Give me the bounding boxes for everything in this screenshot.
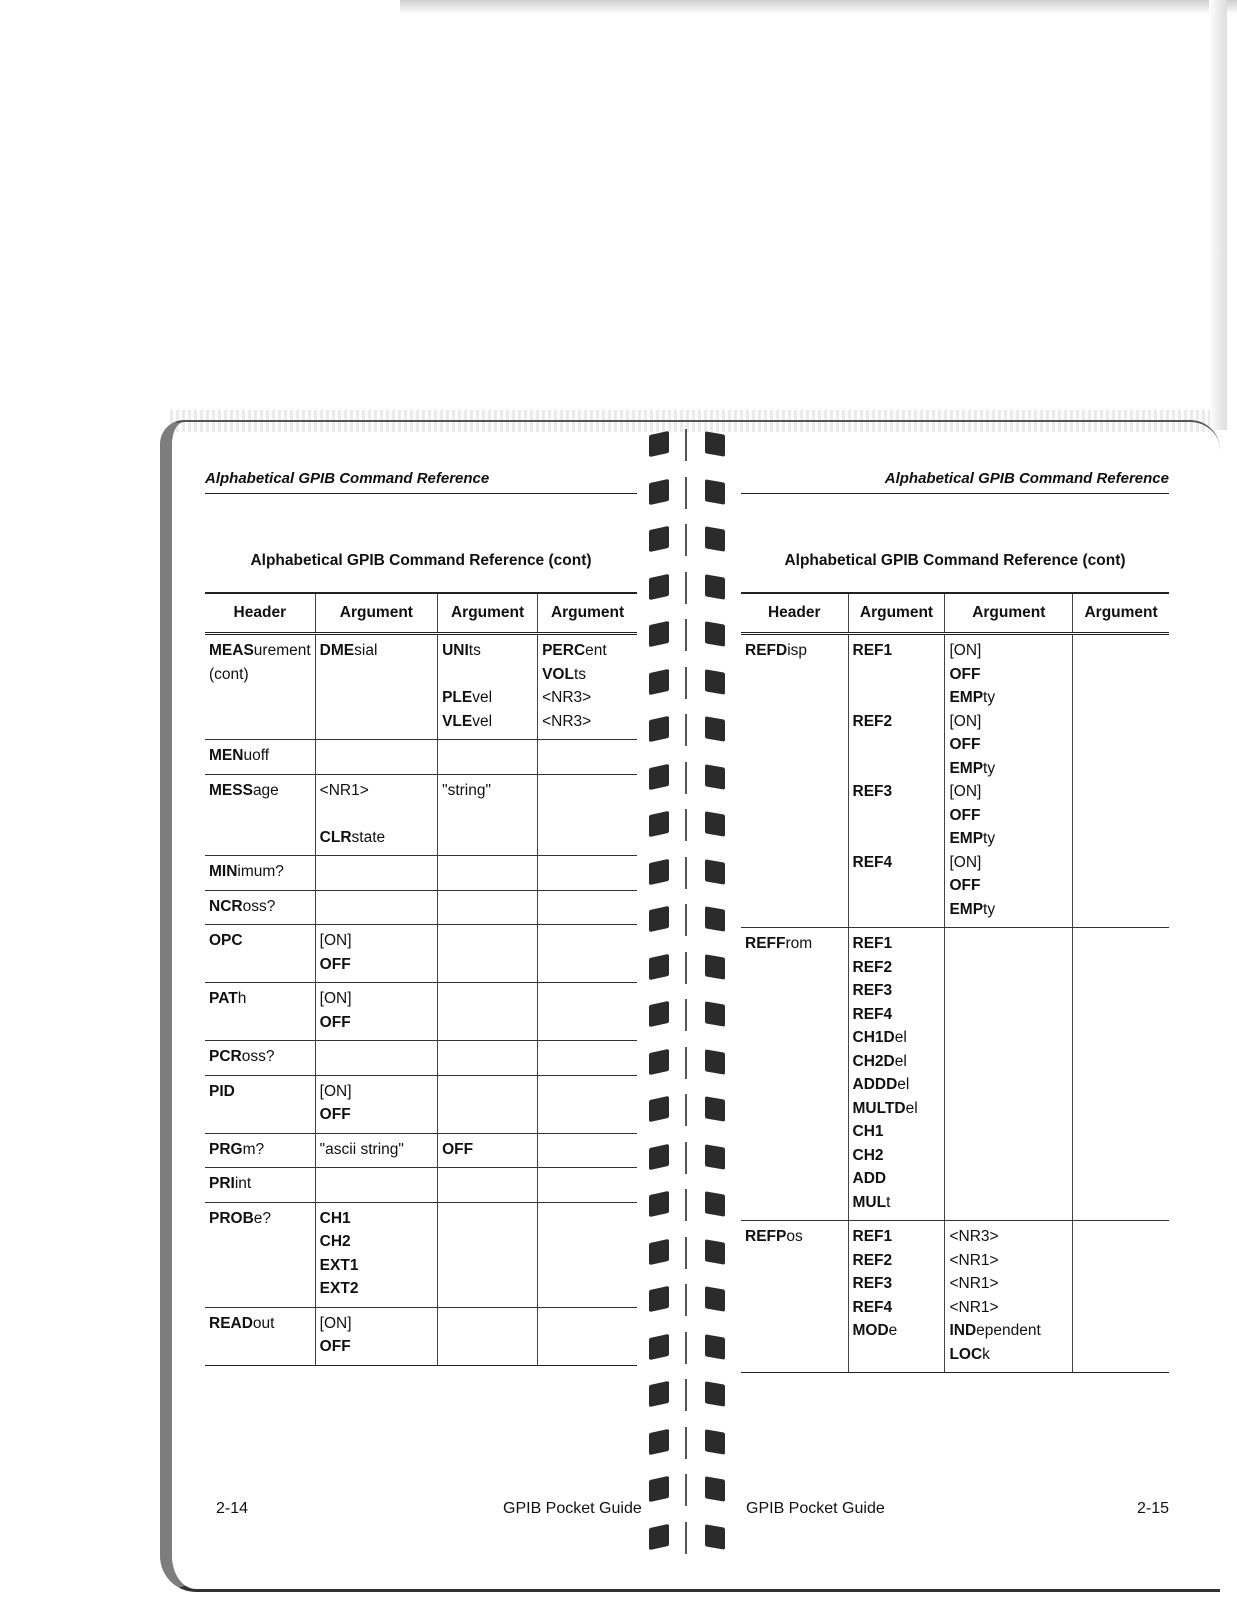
binding-ring: [645, 1237, 730, 1269]
argument-cell: [438, 1075, 538, 1133]
argument-cell: REF1 REF2 REF3 REF4 CH1Del CH2Del ADDDel MULTDel CH1 CH2 ADD MULt: [848, 928, 945, 1221]
argument-cell: DMEsial: [315, 634, 437, 740]
argument-cell: [438, 925, 538, 983]
running-head: Alphabetical GPIB Command Reference: [205, 470, 637, 494]
argument-cell: [538, 856, 637, 891]
table-row: [205, 1133, 637, 1168]
binding-ring: [645, 999, 730, 1031]
command-header-cell: MENuoff: [205, 740, 315, 775]
table-row: [205, 1168, 637, 1203]
argument-cell: [538, 1075, 637, 1133]
command-header-cell: OPC: [205, 925, 315, 983]
table-row: [205, 1202, 637, 1307]
binding-ring: [645, 1284, 730, 1316]
column-header: Argument: [945, 593, 1073, 634]
column-header: Header: [205, 593, 315, 634]
command-header-cell: PROBe?: [205, 1202, 315, 1307]
argument-cell: <NR1> CLRstate: [315, 774, 437, 856]
binding-ring: [645, 952, 730, 984]
argument-cell: [315, 856, 437, 891]
argument-cell: [438, 740, 538, 775]
command-header-cell: REFPos: [741, 1221, 848, 1373]
binding-ring: [645, 714, 730, 746]
argument-cell: [538, 890, 637, 925]
argument-cell: [ON] OFF: [315, 925, 437, 983]
argument-cell: [538, 1133, 637, 1168]
command-header-cell: MEASurement (cont): [205, 634, 315, 740]
argument-cell: [ON] OFF: [315, 1307, 437, 1365]
table-row: [205, 890, 637, 925]
table-row: [741, 634, 1169, 928]
argument-cell: UNIts PLEvel VLEvel: [438, 634, 538, 740]
argument-cell: [538, 983, 637, 1041]
binding-ring: [645, 1332, 730, 1364]
binding-ring: [645, 857, 730, 889]
right-page: [741, 470, 1169, 1373]
argument-cell: [438, 1168, 538, 1203]
argument-cell: [1073, 928, 1169, 1221]
argument-cell: [538, 1202, 637, 1307]
argument-cell: <NR3> <NR1> <NR1> <NR1> INDependent LOCk: [945, 1221, 1073, 1373]
command-header-cell: PATh: [205, 983, 315, 1041]
scan-right-edge: [1209, 0, 1227, 430]
argument-cell: [438, 1202, 538, 1307]
table-body: [741, 634, 1169, 1373]
argument-cell: PERCent VOLts <NR3> <NR3>: [538, 634, 637, 740]
column-header: Argument: [438, 593, 538, 634]
command-header-cell: READout: [205, 1307, 315, 1365]
table-row: [205, 1307, 637, 1365]
command-header-cell: PRGm?: [205, 1133, 315, 1168]
column-header: Argument: [538, 593, 637, 634]
binding-ring: [645, 762, 730, 794]
page-number: 2-14: [216, 1500, 249, 1517]
table-body: [205, 634, 637, 1366]
command-header-cell: MESSage: [205, 774, 315, 856]
argument-cell: [ON] OFF EMPty [ON] OFF EMPty [ON] OFF EMPty [ON] OFF EMPty: [945, 634, 1073, 928]
argument-cell: "ascii string": [315, 1133, 437, 1168]
command-header-cell: MINimum?: [205, 856, 315, 891]
table-row: [205, 740, 637, 775]
binding-ring: [645, 619, 730, 651]
page-number: 2-15: [1137, 1500, 1170, 1517]
binding-ring: [645, 429, 730, 461]
argument-cell: [438, 1041, 538, 1076]
scan-top-edge: [400, 0, 1237, 14]
command-header-cell: PID: [205, 1075, 315, 1133]
column-header: Argument: [848, 593, 945, 634]
argument-cell: [438, 856, 538, 891]
argument-cell: [945, 928, 1073, 1221]
command-table: [741, 592, 1169, 1373]
binding-ring: [645, 1047, 730, 1079]
argument-cell: [438, 983, 538, 1041]
command-header-cell: NCRoss?: [205, 890, 315, 925]
argument-cell: [438, 890, 538, 925]
binding-ring: [645, 524, 730, 556]
argument-cell: "string": [438, 774, 538, 856]
argument-cell: CH1 CH2 EXT1 EXT2: [315, 1202, 437, 1307]
table-row: [205, 925, 637, 983]
binding-ring: [645, 477, 730, 509]
table-caption: Alphabetical GPIB Command Reference (cont): [784, 552, 1126, 569]
argument-cell: [438, 1307, 538, 1365]
left-page: [205, 470, 637, 1366]
argument-cell: [1073, 634, 1169, 928]
binding-ring: [645, 1379, 730, 1411]
command-header-cell: PRIint: [205, 1168, 315, 1203]
binding-ring: [645, 1427, 730, 1459]
spiral-binding: [645, 425, 730, 1575]
binding-ring: [645, 904, 730, 936]
binding-ring: [645, 572, 730, 604]
argument-cell: [538, 740, 637, 775]
argument-cell: [315, 890, 437, 925]
argument-cell: [ON] OFF: [315, 983, 437, 1041]
argument-cell: [315, 740, 437, 775]
table-row: [205, 634, 637, 740]
argument-cell: [538, 774, 637, 856]
command-header-cell: REFFrom: [741, 928, 848, 1221]
table-row: [741, 1221, 1169, 1373]
command-header-cell: REFDisp: [741, 634, 848, 928]
binding-ring: [645, 1094, 730, 1126]
argument-cell: REF1 REF2 REF3 REF4: [848, 634, 945, 928]
table-row: [205, 983, 637, 1041]
table-row: [205, 856, 637, 891]
argument-cell: [538, 1307, 637, 1365]
column-header: Argument: [1073, 593, 1169, 634]
binding-ring: [645, 1142, 730, 1174]
argument-cell: [538, 925, 637, 983]
argument-cell: [315, 1168, 437, 1203]
binding-ring: [645, 1522, 730, 1554]
table-caption: Alphabetical GPIB Command Reference (cont): [250, 552, 592, 569]
argument-cell: [538, 1168, 637, 1203]
binding-ring: [645, 1474, 730, 1506]
argument-cell: OFF: [438, 1133, 538, 1168]
footer-title: GPIB Pocket Guide: [746, 1500, 885, 1517]
table-row: [205, 1075, 637, 1133]
command-table: [205, 592, 637, 1366]
argument-cell: [315, 1041, 437, 1076]
argument-cell: REF1 REF2 REF3 REF4 MODe: [848, 1221, 945, 1373]
running-head: Alphabetical GPIB Command Reference: [741, 470, 1169, 494]
binding-ring: [645, 1189, 730, 1221]
table-row: [205, 774, 637, 856]
table-header-row: [205, 593, 637, 634]
table-row: [205, 1041, 637, 1076]
column-header: Header: [741, 593, 848, 634]
table-header-row: [741, 593, 1169, 634]
table-row: [741, 928, 1169, 1221]
command-header-cell: PCRoss?: [205, 1041, 315, 1076]
column-header: Argument: [315, 593, 437, 634]
binding-ring: [645, 667, 730, 699]
argument-cell: [1073, 1221, 1169, 1373]
argument-cell: [538, 1041, 637, 1076]
binding-ring: [645, 809, 730, 841]
argument-cell: [ON] OFF: [315, 1075, 437, 1133]
footer-title: GPIB Pocket Guide: [503, 1500, 642, 1517]
